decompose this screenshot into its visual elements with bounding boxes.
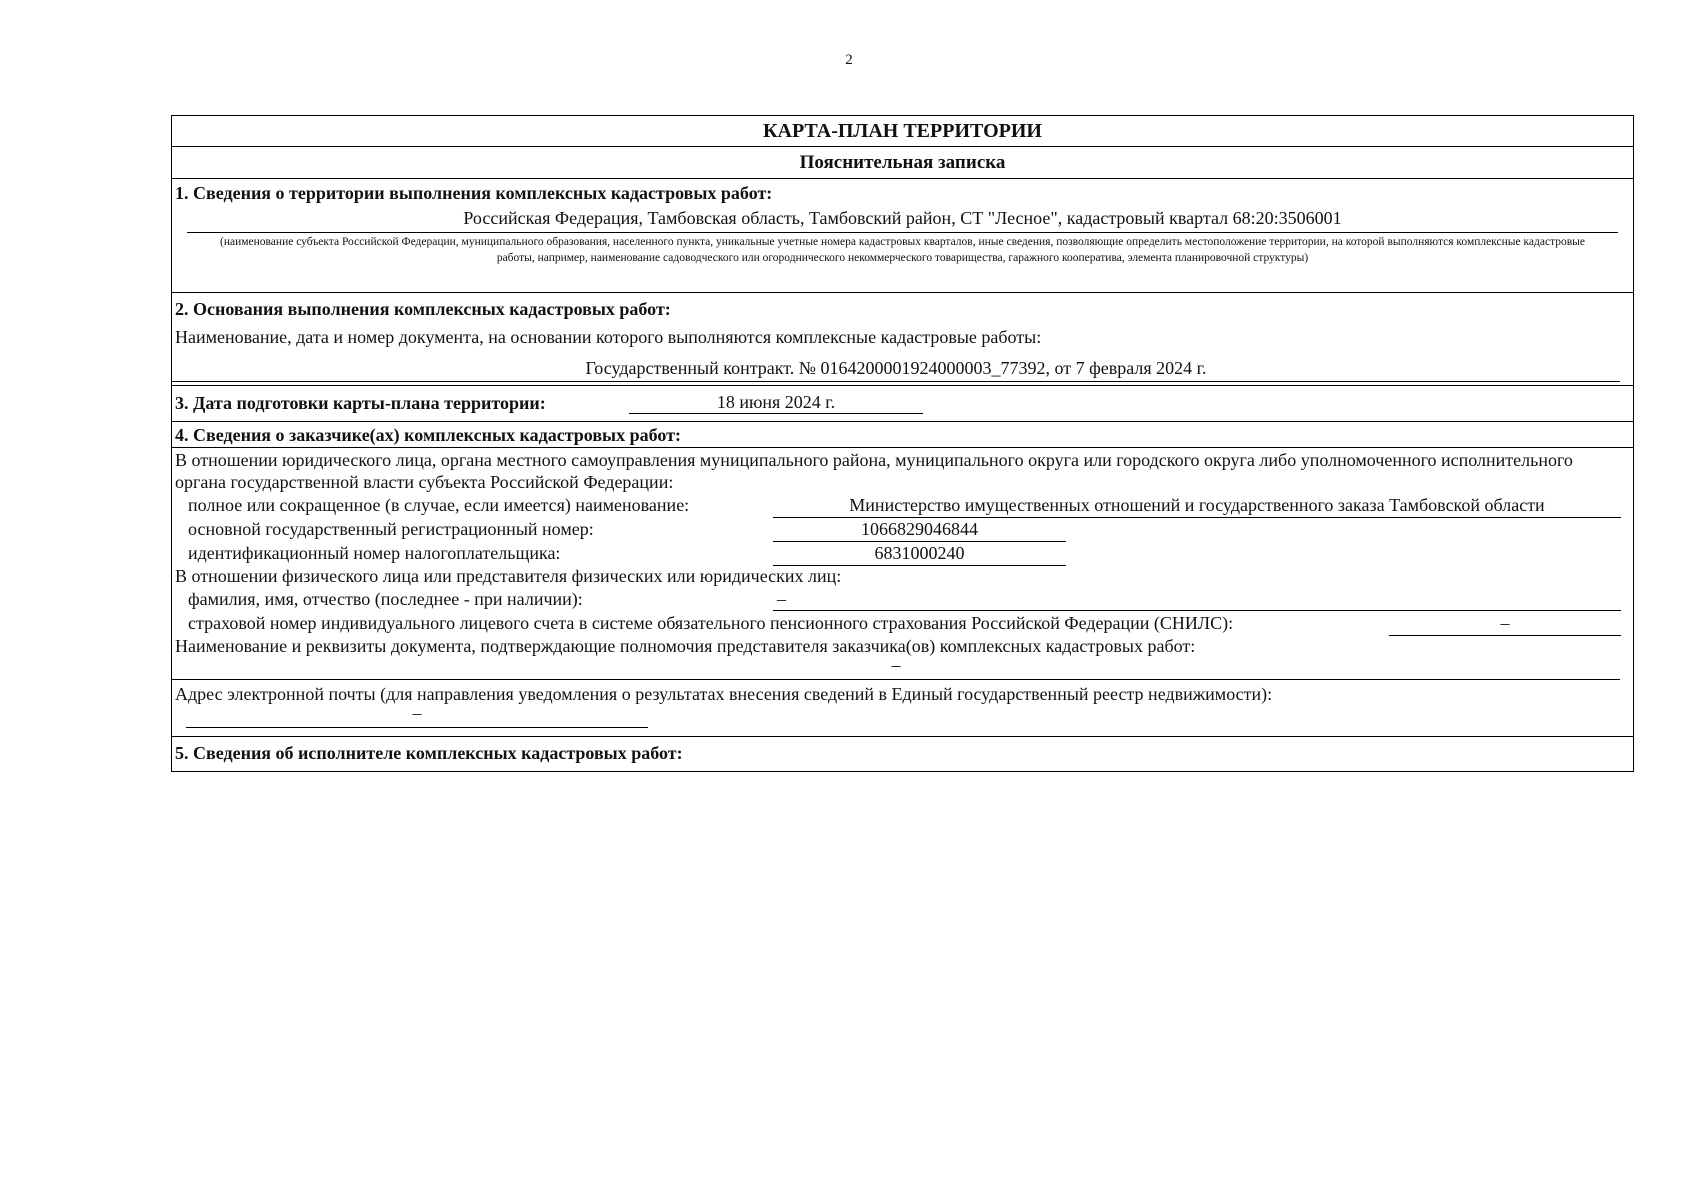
inn-value: 6831000240 xyxy=(773,542,1066,566)
prepare-date-value: 18 июня 2024 г. xyxy=(629,391,923,414)
customer-name-row xyxy=(172,493,1633,517)
section-territory xyxy=(172,179,1633,293)
territory-value: Российская Федерация, Тамбовская область, Тамбовский район, СТ "Лесное", кадастровый квартал 68:20:3506001 xyxy=(187,207,1618,233)
fio-row xyxy=(172,587,1633,611)
section-date xyxy=(172,386,1633,422)
inn-label: идентификационный номер налогоплательщика: xyxy=(188,543,561,563)
document-sheet xyxy=(171,115,1634,772)
ogrn-label: основной государственный регистрационный номер: xyxy=(188,519,594,539)
fio-label: фамилия, имя, отчество (последнее - при наличии): xyxy=(188,589,583,609)
section5-heading: 5. Сведения об исполнителе комплексных кадастровых работ: xyxy=(175,743,683,763)
section3-heading: 3. Дата подготовки карты-плана территории: xyxy=(175,393,546,413)
ogrn-row xyxy=(172,517,1633,541)
basis-label: Наименование, дата и номер документа, на основании которого выполняются комплексные кадастровые работы: xyxy=(175,327,1042,347)
customer-name-value: Министерство имущественных отношений и государственного заказа Тамбовской области xyxy=(773,494,1621,518)
document-title: КАРТА-ПЛАН ТЕРРИТОРИИ xyxy=(172,116,1633,147)
section1-heading: 1. Сведения о территории выполнения комплексных кадастровых работ: xyxy=(175,183,773,203)
person-intro: В отношении физического лица или представителя физических или юридических лиц: xyxy=(175,566,842,586)
section-customer xyxy=(172,422,1633,737)
section-contractor xyxy=(172,737,1633,771)
doc-value: – xyxy=(172,657,1620,680)
page-number: 2 xyxy=(845,52,853,68)
ogrn-value: 1066829046844 xyxy=(773,518,1066,542)
section2-heading: 2. Основания выполнения комплексных кадастровых работ: xyxy=(175,299,671,319)
section4-heading: 4. Сведения о заказчике(ах) комплексных кадастровых работ: xyxy=(172,422,1633,448)
fio-value: – xyxy=(773,588,1621,611)
snils-label: страховой номер индивидуального лицевого счета в системе обязательного пенсионного страхования Российской Федерации (СНИЛС): xyxy=(188,613,1234,633)
email-value: – xyxy=(186,705,648,728)
inn-row xyxy=(172,541,1633,565)
territory-note: (наименование субъекта Российской Федерации, муниципального образования, населенного пункта, уникальные учетные номера кадастровых кварталов, иные сведения, позволяющие определить местоположение территории, на которой выполняются комплексные кадастровые работы, например, наименование садоводческого или огороднического некоммерческого товарищества, гаражного кооператива, элемента планировочной структуры) xyxy=(220,236,1585,264)
customer-name-label: полное или сокращенное (в случае, если имеется) наименование: xyxy=(188,495,690,515)
section-basis xyxy=(172,293,1633,386)
doc-label: Наименование и реквизиты документа, подтверждающие полномочия представителя заказчика(ов) комплексных кадастровых работ: xyxy=(175,636,1196,656)
basis-value: Государственный контракт. № 0164200001924000003_77392, от 7 февраля 2024 г. xyxy=(172,357,1620,382)
email-label: Адрес электронной почты (для направления уведомления о результатах внесения сведений в Единый государственный реестр недвижимости): xyxy=(175,684,1273,704)
snils-row xyxy=(172,611,1633,635)
legal-intro: В отношении юридического лица, органа местного самоуправления муниципального района, муниципального округа или городского округа либо уполномоченного исполнительного органа государственной власти субъекта Российской Федерации: xyxy=(175,450,1573,492)
document-subtitle: Пояснительная записка xyxy=(172,147,1633,179)
snils-value: – xyxy=(1389,612,1621,636)
